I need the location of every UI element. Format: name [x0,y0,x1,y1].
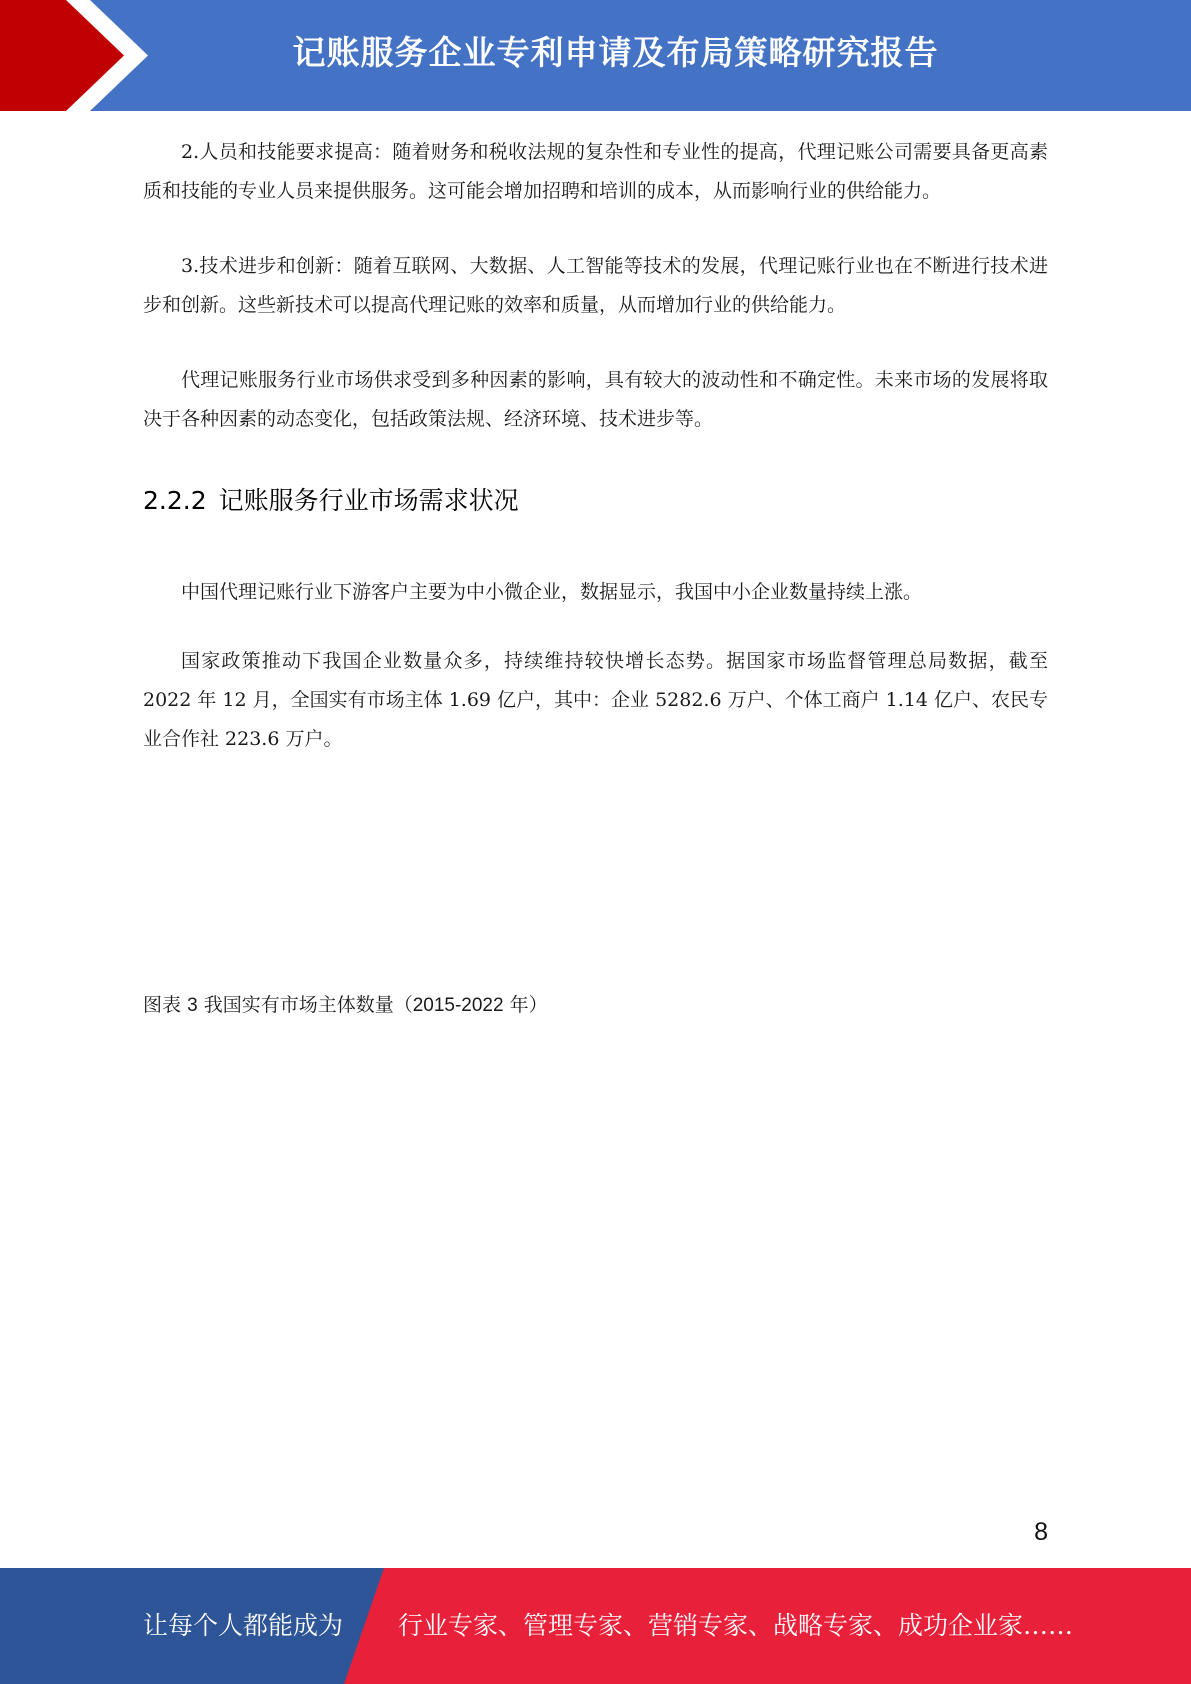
report-title: 记账服务企业专利申请及布局策略研究报告 [292,33,939,72]
figure-title-end: 年） [503,994,548,1016]
section-heading [143,481,1048,521]
paragraph-staff-skills: 2.人员和技能要求提高：随着财务和税收法规的复杂性和专业性的提高，代理记账公司需要具备更高素质和技能的专业人员来提供服务。这可能会增加招聘和培训的成本，从而影响行业的供给能力。 [143,141,1048,202]
figure-label: 图表 [143,994,182,1016]
page-header [0,0,1191,111]
figure-title: 我国实有市场主体数量（ [203,994,413,1016]
page-number: 8 [1034,1518,1048,1546]
footer-slogan-left: 让每个人都能成为 [143,1611,344,1640]
paragraph-tech-progress: 3.技术进步和创新：随着互联网、大数据、人工智能等技术的发展，代理记账行业也在不断进行技术进步和创新。这些新技术可以提高代理记账的效率和质量，从而增加行业的供给能力。 [143,255,1048,316]
paragraph-supply-demand-summary: 代理记账服务行业市场供求受到多种因素的影响，具有较大的波动性和不确定性。未来市场的发展将取决于各种因素的动态变化，包括政策法规、经济环境、技术进步等。 [143,369,1048,430]
figure-number: 3 [187,995,198,1016]
paragraph-enterprise-statistics: 国家政策推动下我国企业数量众多，持续维持较快增长态势。据国家市场监督管理总局数据，截至 2022 年 12 月，全国实有市场主体 1.69 亿户，其中：企业 5282.6 万户、个体工商户 1.14 亿户、农民专业合作社 223.6 万户。 [143,650,1048,750]
header-chevron-decoration [0,0,160,111]
figure-years: 2015-2022 [412,995,504,1016]
figure-caption [143,990,548,1021]
section-title: 记账服务行业市场需求状况 [218,486,519,515]
section-number: 2.2.2 [143,486,207,515]
footer-slogan-right: 行业专家、管理专家、营销专家、战略专家、成功企业家…… [398,1611,1074,1640]
main-content [143,133,1048,759]
paragraph-downstream-clients: 中国代理记账行业下游客户主要为中小微企业，数据显示，我国中小企业数量持续上涨。 [181,581,923,603]
page-footer [0,1568,1191,1684]
